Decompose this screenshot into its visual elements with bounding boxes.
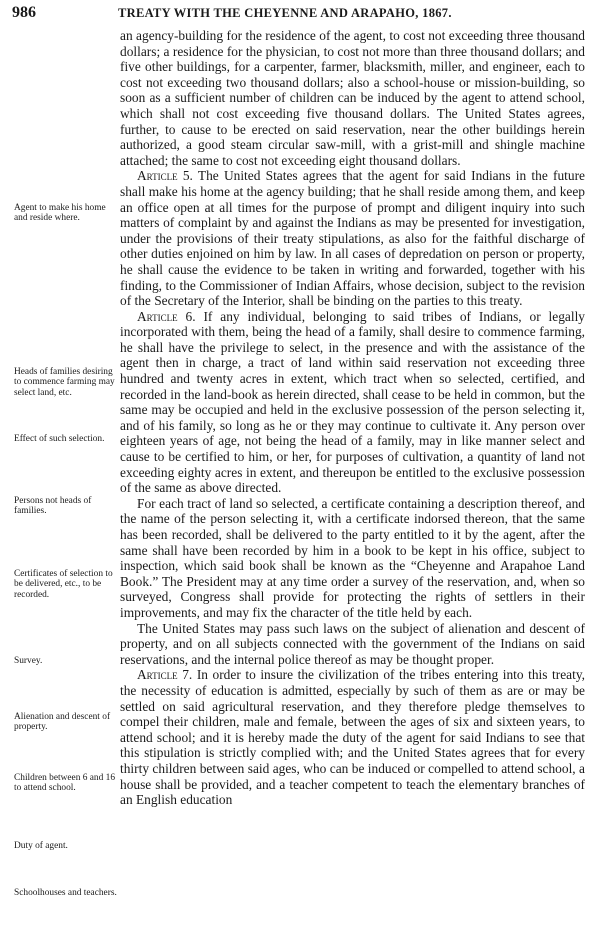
paragraph-alienation: The United States may pass such laws on the subject of alienation and descent of property, and on all subjects connected with the government of the Indians on said reservations, and the internal police thereof as may be thought proper. [120, 620, 585, 667]
paragraph-certificates: For each tract of land so selected, a certificate containing a description thereof, and the name of the person selecting it, with a certificate indorsed thereon, that the same has been recorded, shall be delivered to the party entitled to it by the agent, after the same shall have been recorded by him in a book to be kept in his office, subject to inspection, which said book shall be known as the “Cheyenne and Arapahoe Land Book.” The President may at any time order a survey of the reservation, and, when so surveyed, Congress shall provide for protecting the rights of settlers in their improvements, and may fix the character of the title held by each. [120, 495, 585, 620]
paragraph-article-6 [120, 309, 585, 496]
margin-note-agent-home: Agent to make his home and reside where. [14, 203, 106, 224]
article-5-text: The United States agrees that the agent for said Indians in the future shall make his home at the agency building; that he shall reside among them, and keep an office open at all times for the purpose of prompt and diligent inquiry into such matters of complaint by and against the Indians as may be presented for investigation, under the provisions of their treaty stipulations, as also for the faithful discharge of other duties enjoined on him by law. In all cases of depredation on person or property, he shall cause the evidence to be taken in writing and forwarded, together with his finding, to the Commissioner of Indian Affairs, whose decision, subject to the revision of the Secretary of the Interior, shall be binding on the parties to this treaty. [120, 168, 585, 309]
page-number: 986 [12, 4, 36, 21]
margin-note-certificates: Certificates of selection to be delivered, etc., to be recorded. [14, 569, 113, 600]
article-6-label: Article 6. [137, 308, 196, 324]
margin-note-alienation: Alienation and descent of property. [14, 712, 111, 733]
article-7-text: In order to insure the civilization of the tribes entering into this treaty, the necessity of education is admitted, especially by such of them as are or may be settled on said agricultural reservation, and they therefore pledge themselves to compel their children, male and female, between the ages of six and sixteen years, to attend school; and it is hereby made the duty of the agent for said Indians to see that this stipulation is strictly complied with; and the United States agrees that for every thirty children between said ages, who can be induced or compelled to attend school, a house shall be provided, and a teacher competent to teach the elementary branches of an English education [120, 667, 585, 808]
margin-note-persons-not-heads: Persons not heads of families. [14, 496, 92, 517]
paragraph-article-7 [120, 667, 585, 807]
margin-note-duty-of-agent: Duty of agent. [14, 841, 68, 851]
running-head: TREATY WITH THE CHEYENNE AND ARAPAHO, 1867. [118, 6, 452, 20]
margin-note-survey: Survey. [14, 656, 43, 666]
page-header [0, 4, 600, 24]
treaty-body-text [120, 28, 585, 808]
article-5-label: Article 5. [137, 168, 193, 184]
margin-note-effect-of-selection: Effect of such selection. [14, 434, 105, 444]
margin-note-heads-of-families: Heads of families desiring to commence farming may select land, etc. [14, 367, 115, 398]
margin-note-children-school: Children between 6 and 16 to attend school. [14, 773, 116, 794]
article-6-text: If any individual, belonging to said tribes of Indians, or legally incorporated with them, being the head of a family, shall desire to commence farming, he shall have the privilege to select, in the presence and with the assistance of the agent then in charge, a tract of land within said reservation not exceeding three hundred and twenty acres in extent, which tract when so selected, certified, and recorded in the land-book as herein directed, shall cease to be held in common, but the same may be occupied and held in the exclusive possession of the person selecting it, and of his family, so long as he or they may continue to cultivate it. Any person over eighteen years of age, not being the head of a family, may in like manner select and cause to be certified to him, or her, for purposes of cultivation, a quantity of land not exceeding eighty acres in extent, and thereupon be entitled to the exclusive possession of the same as above directed. [120, 308, 585, 496]
article-7-label: Article 7. [137, 667, 193, 683]
paragraph-article-5 [120, 168, 585, 308]
margin-note-schoolhouses: Schoolhouses and teachers. [14, 888, 117, 898]
paragraph-agency-buildings: an agency-building for the residence of the agent, to cost not exceeding three thousand dollars; a residence for the physician, to cost not more than three thousand dollars; and five other buildings, for a carpenter, farmer, blacksmith, miller, and engineer, each to cost not exceeding two thousand dollars; also a school-house or mission-building, so soon as a sufficient number of children can be induced by the agent to attend school, which shall not cost exceeding five thousand dollars. The United States agrees, further, to cause to be erected on said reservation, near the other buildings herein authorized, a good steam circular saw-mill, with a grist-mill and shingle machine attached; the same to cost not exceeding eight thousand dollars. [120, 28, 585, 168]
